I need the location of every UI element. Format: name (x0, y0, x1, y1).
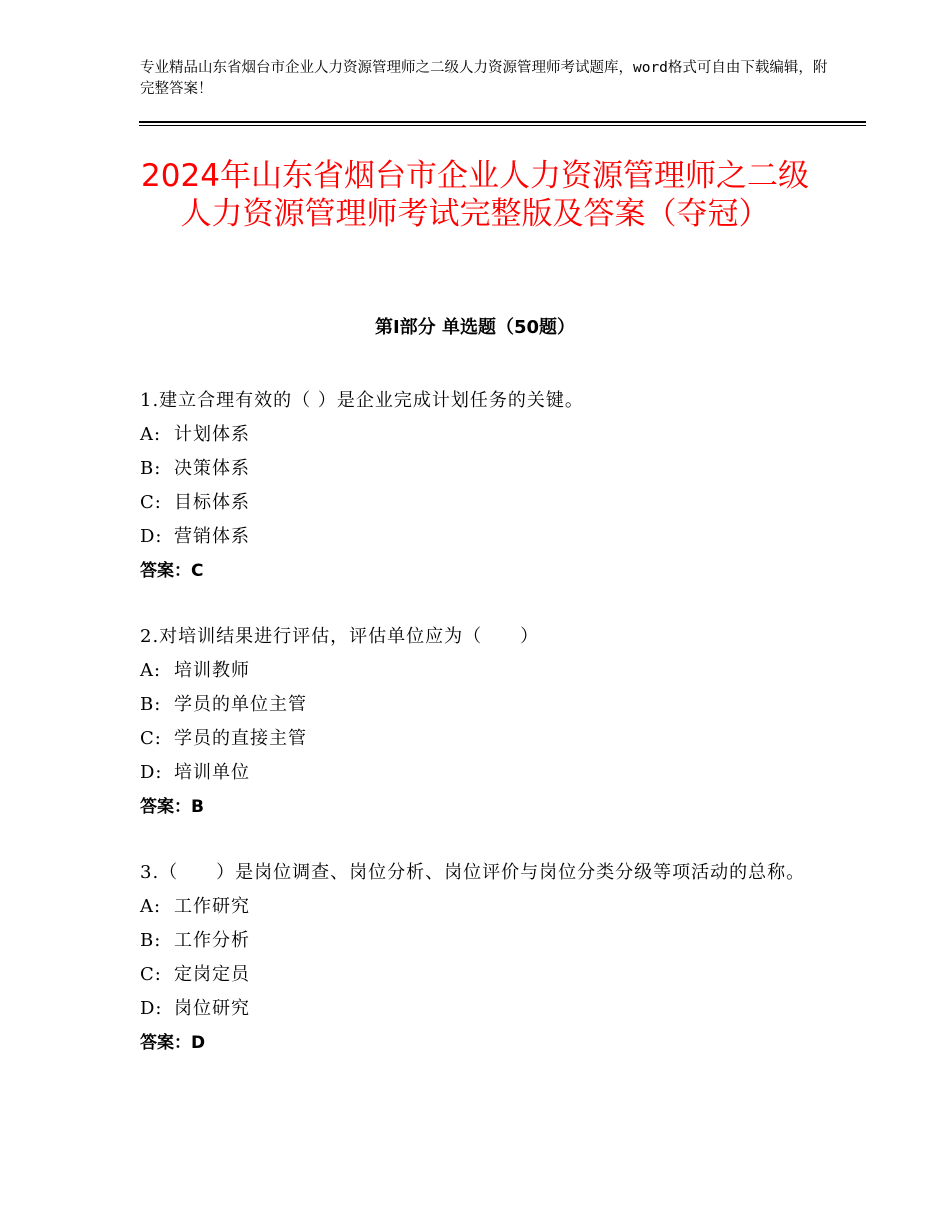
header-rule-thick (139, 121, 866, 123)
option-text: 定岗定员 (174, 964, 250, 985)
option-c (140, 486, 820, 520)
answer-value: C (191, 561, 204, 581)
question-3 (140, 856, 820, 1060)
answer-line (140, 554, 820, 588)
option-d (140, 520, 820, 554)
option-b (140, 688, 820, 722)
option-key: C: (140, 492, 162, 513)
answer-label: 答案： (140, 561, 191, 581)
option-text: 计划体系 (174, 424, 250, 445)
option-b (140, 452, 820, 486)
option-text: 营销体系 (174, 526, 250, 547)
option-d (140, 756, 820, 790)
option-text: 学员的直接主管 (174, 728, 307, 749)
answer-line (140, 1026, 820, 1060)
option-key: B: (140, 694, 162, 715)
option-key: A: (140, 896, 162, 917)
header-note: 专业精品山东省烟台市企业人力资源管理师之二级人力资源管理师考试题库，word格式可自由下载编辑，附完整答案！ (140, 60, 828, 97)
option-key: C: (140, 964, 162, 985)
option-key: D: (140, 762, 163, 783)
option-text: 学员的单位主管 (174, 694, 307, 715)
option-key: A: (140, 660, 162, 681)
question-stem: 1.建立合理有效的（ ）是企业完成计划任务的关键。 (140, 390, 584, 411)
option-text: 培训单位 (174, 762, 250, 783)
option-key: A: (140, 424, 162, 445)
answer-label: 答案： (140, 1033, 191, 1053)
option-d (140, 992, 820, 1026)
option-a (140, 654, 820, 688)
section-heading: 第Ⅰ部分 单选题（50题） (374, 317, 575, 338)
answer-line (140, 790, 820, 824)
question-stem: 3.（ ）是岗位调查、岗位分析、岗位评价与岗位分类分级等项活动的总称。 (140, 862, 806, 883)
option-text: 目标体系 (174, 492, 250, 513)
question-stem: 2.对培训结果进行评估，评估单位应为（ ） (140, 626, 540, 647)
option-text: 工作研究 (174, 896, 250, 917)
option-text: 工作分析 (174, 930, 250, 951)
option-a (140, 890, 820, 924)
answer-value: B (191, 797, 204, 817)
option-key: D: (140, 526, 163, 547)
answer-value: D (191, 1033, 206, 1053)
option-c (140, 958, 820, 992)
option-key: B: (140, 458, 162, 479)
question-1 (140, 384, 820, 588)
question-2 (140, 620, 820, 824)
option-text: 决策体系 (174, 458, 250, 479)
option-b (140, 924, 820, 958)
answer-label: 答案： (140, 797, 191, 817)
option-key: B: (140, 930, 162, 951)
question-list (140, 384, 820, 1092)
option-text: 岗位研究 (174, 998, 250, 1019)
option-c (140, 722, 820, 756)
header-rule-thin (139, 125, 866, 126)
document-title: 2024年山东省烟台市企业人力资源管理师之二级人力资源管理师考试完整版及答案（夺冠） (141, 158, 809, 232)
option-a (140, 418, 820, 452)
option-key: C: (140, 728, 162, 749)
option-text: 培训教师 (174, 660, 250, 681)
option-key: D: (140, 998, 163, 1019)
